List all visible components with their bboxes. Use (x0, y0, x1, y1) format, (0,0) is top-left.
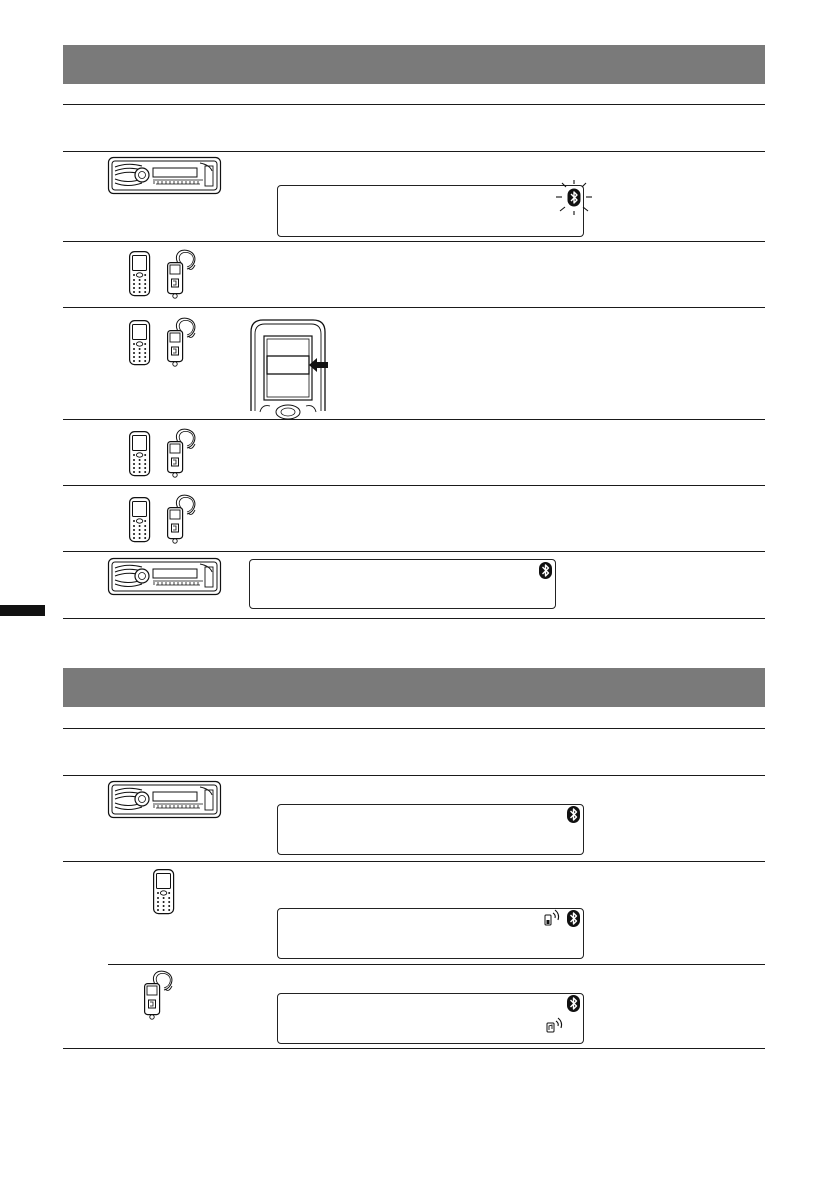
section-header-pairing (63, 45, 765, 84)
row-divider (63, 485, 765, 486)
car-stereo-icon (108, 157, 222, 195)
phone-icon (129, 251, 151, 297)
phone-icon (153, 869, 175, 915)
row-divider (63, 861, 765, 862)
row-divider (63, 419, 765, 420)
audio-player-icon (165, 428, 201, 480)
lcd-display (277, 993, 584, 1044)
row-divider (63, 104, 765, 105)
row-divider (63, 307, 765, 308)
bluetooth-icon (567, 910, 580, 927)
bluetooth-icon-flashing (552, 180, 596, 220)
page-edge-tab (0, 605, 45, 616)
car-stereo-icon (108, 558, 222, 596)
sub-row-divider (108, 964, 765, 965)
phone-icon (129, 431, 151, 477)
bluetooth-icon (539, 562, 552, 579)
lcd-display (277, 185, 584, 237)
audio-player-icon (165, 249, 201, 301)
row-divider (63, 551, 765, 552)
row-divider (63, 775, 765, 776)
phone-screen-illustration (250, 318, 360, 412)
lcd-display (277, 908, 584, 959)
row-divider (63, 241, 765, 242)
section-header-connection (63, 668, 765, 707)
music-signal-icon (546, 1016, 566, 1034)
row-divider (63, 728, 765, 729)
bluetooth-icon (567, 806, 580, 823)
row-divider (63, 151, 765, 152)
audio-player-icon (142, 970, 178, 1022)
audio-player-icon (165, 317, 201, 369)
phone-icon (129, 320, 151, 366)
car-stereo-icon (108, 781, 222, 819)
bluetooth-icon (567, 995, 580, 1012)
phone-icon (129, 497, 151, 543)
lcd-display (277, 804, 584, 855)
section-end-rule (63, 1048, 765, 1049)
lcd-display (249, 559, 556, 609)
audio-player-icon (165, 494, 201, 546)
section-end-rule (63, 618, 765, 619)
phone-signal-icon (544, 908, 562, 926)
